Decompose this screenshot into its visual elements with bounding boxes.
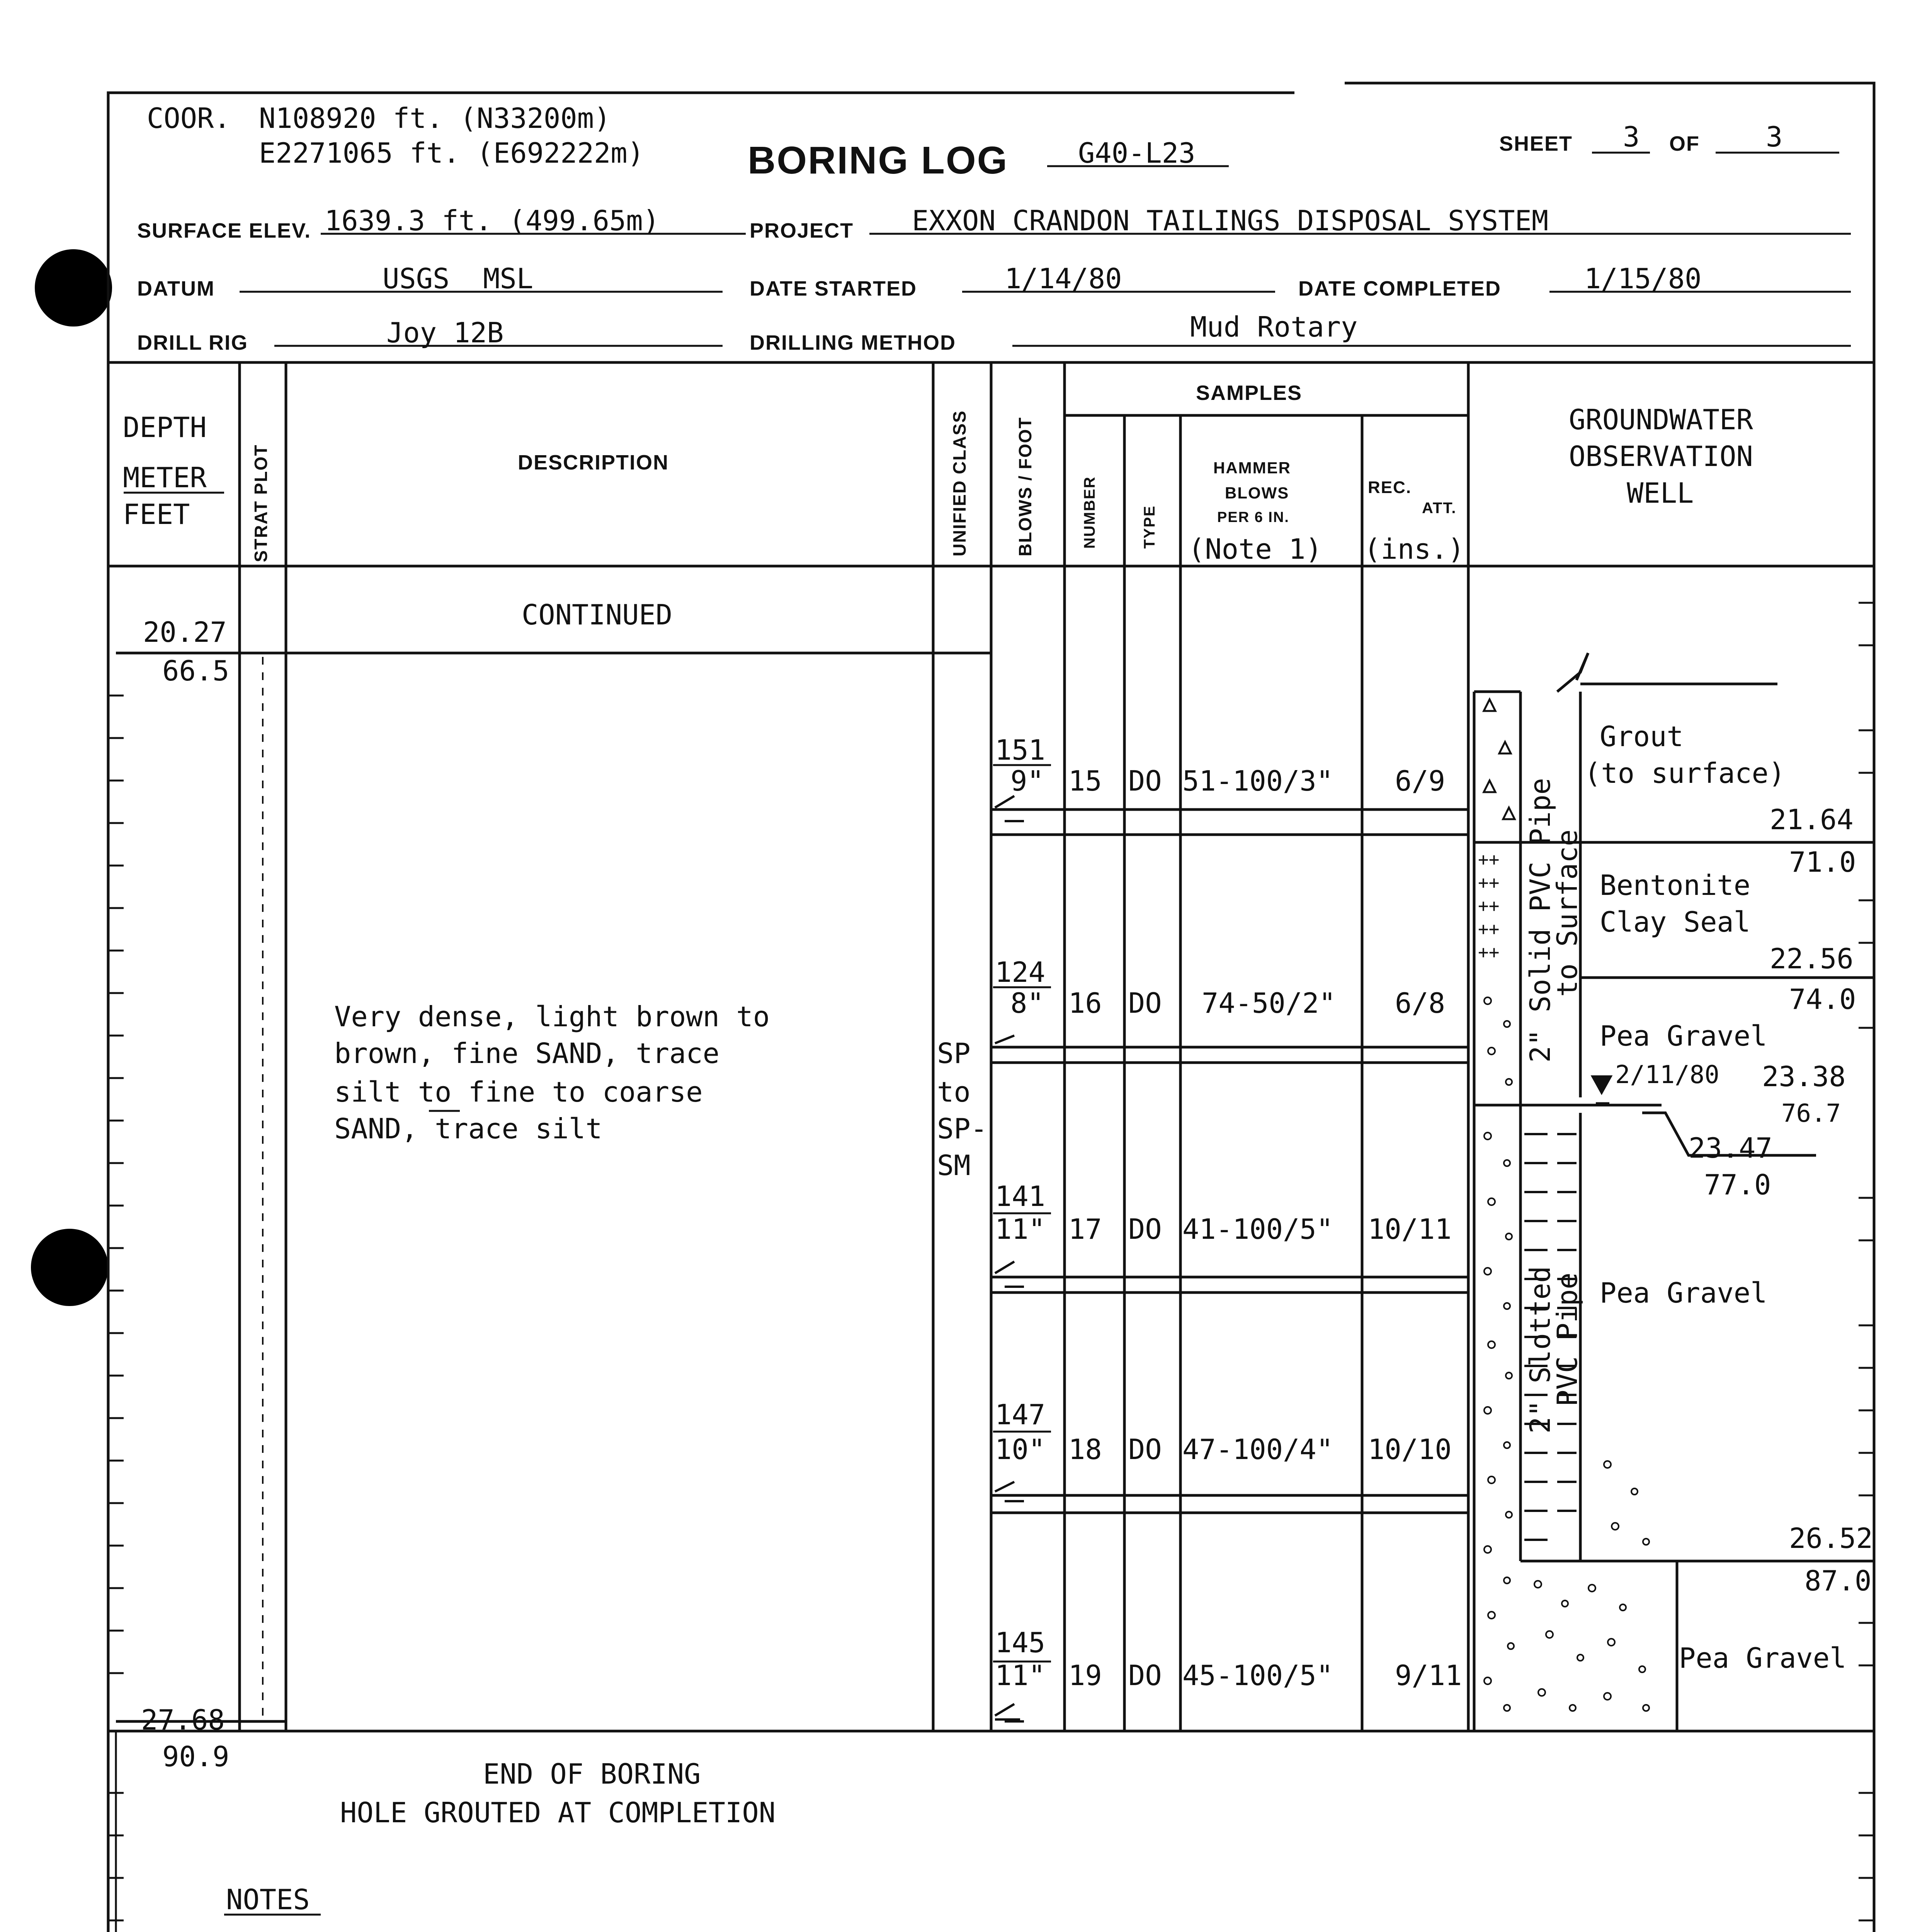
well-depth-1-m: 21.64 [1770,803,1854,836]
drilling-method: Mud Rotary [1190,311,1358,343]
hammer-blows: 51-100/3" [1182,765,1333,797]
doc-title: BORING LOG [748,139,1009,182]
pvc-pipe-label: PVC Pipe [1551,1272,1583,1406]
project-label: PROJECT [750,219,854,242]
gw-col-label-1: GROUNDWATER [1569,403,1753,436]
feet-col-label: FEET [123,498,190,531]
blows-per-foot: 141 [995,1180,1046,1213]
sample-type: DO [1128,765,1162,797]
drilling-method-label: DRILLING METHOD [750,331,956,354]
sheet-total: 3 [1766,121,1783,153]
sample-number: 16 [1068,987,1102,1019]
hole-grouted: HOLE GROUTED AT COMPLETION [340,1796,776,1829]
blows-penetration: 8" [1010,987,1044,1019]
top-depth-m: 20.27 [143,616,227,648]
hammer-col-label-2: BLOWS [1225,484,1289,502]
depth-col-label: DEPTH [123,411,207,444]
hammer-blows: 45-100/5" [1182,1659,1333,1692]
well-pea-gravel-2: Pea Gravel [1600,1277,1767,1309]
date-started: 1/14/80 [1005,262,1122,295]
gw-col-label-3: WELL [1627,477,1694,509]
date-completed: 1/15/80 [1584,262,1702,295]
sample-number: 19 [1068,1659,1102,1692]
uscs-class-1: SP [937,1037,971,1070]
surface-elev: 1639.3 ft. (499.65m) [325,204,660,237]
blows-penetration: 11" [995,1213,1046,1245]
hammer-blows: 74-50/2" [1202,987,1336,1019]
hammer-note: (Note 1) [1188,533,1322,565]
hammer-col-label-1: HAMMER [1213,459,1291,477]
soil-description-4: SAND, trace silt [334,1112,602,1145]
surface-elev-label: SURFACE ELEV. [137,219,311,242]
hammer-blows: 41-100/5" [1182,1213,1333,1245]
blows-penetration: 10" [995,1433,1046,1466]
well-seal-label: Clay Seal [1600,906,1751,938]
continued-label: CONTINUED [522,599,673,631]
hammer-col-label-3: PER 6 IN. [1217,509,1289,526]
project-name: EXXON CRANDON TAILINGS DISPOSAL SYSTEM [912,204,1549,237]
bottom-depth-ft: 90.9 [162,1740,230,1773]
svg-text:++: ++ [1478,872,1500,893]
svg-text:++: ++ [1478,849,1500,870]
svg-text:++: ++ [1478,942,1500,963]
well-depth-3-m: 23.38 [1762,1060,1846,1093]
well-depth-5-m: 26.52 [1789,1522,1873,1554]
uscs-class-2: to [937,1076,971,1108]
sample-type: DO [1128,987,1162,1019]
svg-text:++: ++ [1478,895,1500,916]
type-col-label: TYPE [1141,505,1158,549]
date-completed-label: DATE COMPLETED [1298,277,1501,300]
end-of-boring: END OF BORING [483,1758,701,1790]
samples-group-label: SAMPLES [1196,381,1303,405]
unified-class-col-label: UNIFIED CLASS [949,410,969,556]
soil-description-3: silt to fine to coarse [334,1076,703,1108]
meter-col-label: METER [123,461,207,494]
sample-number: 17 [1068,1213,1102,1245]
water-level-date: 2/11/80 [1615,1061,1719,1089]
number-col-label: NUMBER [1081,476,1098,549]
blows-per-foot: 151 [995,734,1046,766]
drill-rig: Joy 12B [386,316,504,349]
sample-type: DO [1128,1433,1162,1466]
recovery: 6/9 [1395,765,1446,797]
coor-easting: E2271065 ft. (E692222m) [259,137,644,169]
well-depth-2-ft: 74.0 [1789,983,1856,1015]
well-depth-5-ft: 87.0 [1804,1565,1872,1597]
gw-col-label-2: OBSERVATION [1569,440,1753,473]
coor-northing: N108920 ft. (N33200m) [259,102,611,134]
recovery: 6/8 [1395,987,1446,1019]
well-depth-3-ft: 76.7 [1781,1099,1841,1128]
uscs-class-4: SM [937,1149,971,1182]
sheet-label: SHEET [1499,132,1573,155]
hammer-blows: 47-100/4" [1182,1433,1333,1466]
slotted-pipe-label: 2" Slotted [1524,1266,1556,1434]
datum-label: DATUM [137,277,215,300]
well-grout-label: Grout [1600,720,1684,753]
drill-rig-label: DRILL RIG [137,331,248,354]
well-grout-note: (to surface) [1584,757,1786,789]
soil-description-2: brown, fine SAND, trace [334,1037,719,1070]
blows-per-foot: 124 [995,956,1046,988]
blows-penetration: 11" [995,1659,1046,1692]
well-depth-4-ft: 77.0 [1704,1168,1771,1201]
recovery: 9/11 [1395,1659,1462,1692]
sample-number: 18 [1068,1433,1102,1466]
uscs-class-3: SP- [937,1112,988,1145]
well-depth-2-m: 22.56 [1770,942,1854,975]
blows-per-foot: 147 [995,1398,1046,1431]
soil-description-1: Very dense, light brown to [334,1000,770,1033]
boring-id: G40-L23 [1078,137,1196,169]
well-depth-1-ft: 71.0 [1789,846,1856,878]
solid-pipe-label: 2" Solid PVC Pipe [1524,778,1556,1063]
sample-type: DO [1128,1659,1162,1692]
contact-depth-ft: 66.5 [162,655,230,687]
well-depth-4-m: 23.47 [1689,1132,1772,1164]
strat-plot-col-label: STRAT PLOT [251,444,271,562]
coor-label: COOR. [147,102,231,134]
well-pea-gravel-1: Pea Gravel [1600,1020,1767,1052]
datum: USGS MSL [383,262,534,295]
to-surface-label: to Surface [1551,829,1583,997]
recovery: 10/10 [1368,1433,1452,1466]
recovery: 10/11 [1368,1213,1452,1245]
bottom-depth-m: 27.68 [141,1704,225,1736]
well-bentonite-label: Bentonite [1600,869,1751,901]
blows-per-foot: 145 [995,1626,1046,1659]
well-pea-gravel-3: Pea Gravel [1679,1642,1847,1674]
rec-col-label: REC. [1368,478,1412,497]
of-label: OF [1669,132,1700,155]
blows-penetration: 9" [1010,765,1044,797]
sample-type: DO [1128,1213,1162,1245]
svg-text:++: ++ [1478,918,1500,939]
blows-foot-col-label: BLOWS / FOOT [1015,417,1035,556]
description-col-label: DESCRIPTION [518,451,669,474]
date-started-label: DATE STARTED [750,277,917,300]
rec-units: (ins.) [1364,533,1465,565]
sample-number: 15 [1068,765,1102,797]
att-col-label: ATT. [1422,500,1457,517]
notes-heading: NOTES [226,1883,310,1916]
sheet-no: 3 [1623,121,1640,153]
